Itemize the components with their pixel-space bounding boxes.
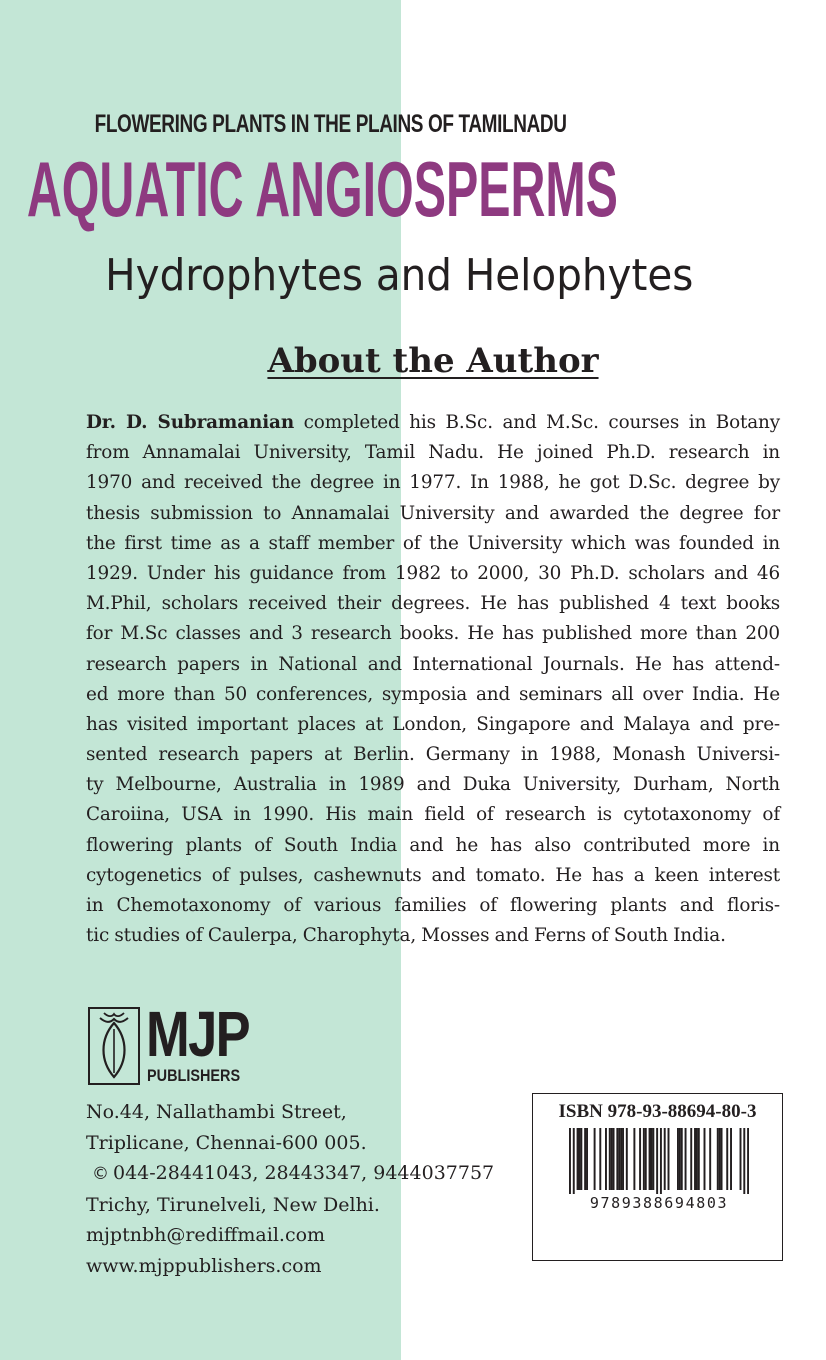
barcode-bar — [652, 1128, 654, 1190]
barcode-bar — [668, 1128, 670, 1190]
book-subtitle: Hydrophytes and Helophytes — [105, 250, 694, 301]
email-line: mjptnbh@rediffmail.com — [86, 1224, 326, 1246]
barcode-bar — [584, 1128, 586, 1190]
barcode-bar — [616, 1128, 618, 1190]
publisher-subname: PUBLISHERS — [147, 1066, 241, 1085]
bio-line: in Chemotaxonomy of various families of flowering plants and floris- — [86, 895, 780, 916]
barcode-bar — [696, 1128, 698, 1190]
isbn-label: ISBN 978-93-88694-80-3 — [558, 1101, 757, 1122]
barcode-bar — [698, 1128, 700, 1190]
bio-line: Dr. D. Subramanian completed his B.Sc. and M.Sc. courses in Botany — [86, 412, 780, 433]
bio-line: ty Melbourne, Australia in 1989 and Duka University, Durham, North — [86, 774, 780, 796]
bio-line: 1929. Under his guidance from 1982 to 2000, 30 Ph.D. scholars and 46 — [86, 562, 780, 584]
bio-line: cytogenetics of pulses, cashewnuts and tomato. He has a keen interest — [86, 864, 780, 886]
barcode-bar — [569, 1128, 571, 1194]
barcode-bar — [605, 1128, 607, 1190]
barcode-bar — [743, 1128, 745, 1194]
barcode-bar — [639, 1128, 641, 1190]
barcode-bar — [609, 1128, 611, 1190]
barcode-bar — [645, 1128, 647, 1190]
website-line: www.mjppublishers.com — [86, 1254, 322, 1277]
bio-line: for M.Sc classes and 3 research books. He has published more than 200 — [86, 623, 780, 645]
barcode-bar — [618, 1128, 620, 1190]
barcode-bar — [599, 1128, 601, 1190]
barcode-bar — [573, 1128, 575, 1194]
barcode-bar — [650, 1128, 652, 1190]
barcode-bar — [740, 1128, 742, 1190]
barcode-bar — [633, 1128, 635, 1190]
isbn-barcode-box — [532, 1093, 783, 1261]
publisher-name: MJP — [146, 998, 249, 1070]
author-name: Dr. D. Subramanian — [86, 412, 295, 433]
address-line: Triplicane, Chennai-600 005. — [86, 1131, 367, 1154]
barcode-bar — [613, 1128, 615, 1190]
bio-line: 1970 and received the degree in 1977. In 1988, he got D.Sc. degree by — [86, 472, 780, 494]
bio-line: Caroiina, USA in 1990. His main field of research is cytotaxonomy of — [86, 804, 780, 826]
bio-line: flowering plants of South India and he has also contributed more in — [86, 834, 780, 856]
series-title: FLOWERING PLANTS IN THE PLAINS OF TAMILNADU — [94, 110, 567, 138]
barcode-bar — [664, 1128, 666, 1190]
phone-icon: © — [92, 1164, 109, 1184]
barcode-bar — [677, 1128, 679, 1190]
phone-line: © 044-28441043, 28443347, 9444037757 — [92, 1162, 495, 1184]
publisher-address — [86, 1097, 494, 1281]
bio-line: has visited important places at London, Singapore and Malaya and pre- — [86, 713, 780, 735]
barcode-bar — [586, 1128, 588, 1190]
barcode-bar — [704, 1128, 706, 1190]
barcode-bar — [643, 1128, 645, 1190]
barcode-bar — [626, 1128, 628, 1190]
barcode-bar — [611, 1128, 613, 1190]
barcode-bar — [622, 1128, 624, 1190]
barcode-bar — [594, 1128, 596, 1190]
author-bio — [86, 408, 780, 951]
barcode-bar — [747, 1128, 749, 1194]
bio-line: research papers in National and International Journals. He has attend- — [86, 653, 780, 675]
barcode-bar — [580, 1128, 582, 1190]
bio-line: ed more than 50 conferences, symposia and seminars all over India. He — [86, 683, 780, 705]
barcode-bar — [578, 1128, 580, 1190]
barcode-bar — [620, 1128, 622, 1190]
barcode-bar — [709, 1128, 711, 1190]
barcode-bar — [656, 1128, 658, 1194]
barcode-bar — [690, 1128, 692, 1190]
barcode-bar — [721, 1128, 723, 1190]
bio-line: sented research papers at Berlin. Germany in 1988, Monash Universi- — [86, 744, 780, 766]
barcode-bar — [577, 1128, 579, 1190]
barcode-bar — [726, 1128, 728, 1190]
barcode-bar — [681, 1128, 683, 1190]
barcode-bar — [719, 1128, 721, 1190]
barcode-bar — [649, 1128, 651, 1190]
book-title: AQUATIC ANGIOSPERMS — [26, 145, 618, 233]
bio-line: tic studies of Caulerpa, Charophyta, Mosses and Ferns of South India. — [86, 925, 726, 947]
mjp-logo-icon — [88, 1007, 140, 1085]
bio-line: thesis submission to Annamalai University and awarded the degree for — [86, 502, 780, 524]
barcode-bar — [685, 1128, 687, 1190]
barcode-bar — [717, 1128, 719, 1190]
branches-line: Trichy, Tirunelveli, New Delhi. — [86, 1193, 380, 1216]
address-line: No.44, Nallathambi Street, — [86, 1101, 347, 1123]
bio-line: from Annamalai University, Tamil Nadu. He joined Ph.D. research in — [86, 442, 780, 464]
barcode-bar — [660, 1128, 662, 1194]
bio-line: M.Phil, scholars received their degrees. He has published 4 text books — [86, 593, 780, 615]
barcode-bar — [694, 1128, 696, 1190]
barcode-digits: 9789388694803 — [589, 1194, 729, 1212]
barcode-bar — [679, 1128, 681, 1190]
about-author-heading: About the Author — [267, 341, 599, 381]
bio-line: the first time as a staff member of the University which was founded in — [86, 532, 780, 554]
barcode — [569, 1128, 749, 1194]
barcode-bar — [730, 1128, 732, 1190]
